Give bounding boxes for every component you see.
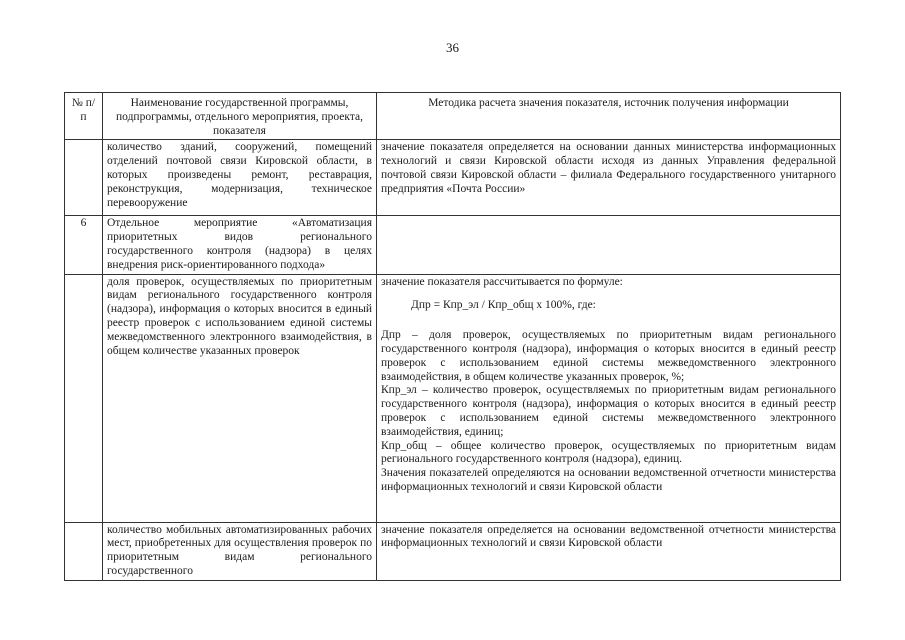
row-number: 6 xyxy=(65,216,103,274)
table-row xyxy=(65,522,841,580)
definition-dpr: Дпр – доля проверок, осуществляемых по приоритетным видам регионального государственного контроля (надзора), информация о которых вносится в единый реестр проверок с использованием единой системы межведомственного электронного взаимодействия, в общем количестве указанных проверок, %; xyxy=(381,329,836,383)
data-source-note: Значения показателей определяются на основании ведомственной отчетности министерства информационных технологий и связи Кировской области xyxy=(381,467,836,493)
formula: Дпр = Кпр_эл / Кпр_общ х 100%, где: xyxy=(411,299,596,312)
definition-kpr-obsh: Кпр_общ – общее количество проверок, осуществляемых по приоритетным видам регионального государственного контроля (надзора), единиц. xyxy=(381,439,836,466)
table-row xyxy=(65,274,841,522)
header-number: № п/п xyxy=(65,93,103,140)
row-name: доля проверок, осуществляемых по приоритетным видам регионального государственного контроля (надзора), информация о которых вносится в единый реестр проверок с использованием единой системы межведомственного электронного взаимодействия, в общем количестве указанных проверок xyxy=(103,274,377,522)
row-method xyxy=(377,216,841,274)
row-method: значение показателя определяется на основании данных министерства информационных технологий и связи Кировской области исходя из данных Управления федеральной почтовой связи Кировской области – филиала Федерального государственного унитарного предприятия «Почта России» xyxy=(377,140,841,216)
table-header-row xyxy=(65,93,841,140)
row-name: количество мобильных автоматизированных рабочих мест, приобретенных для осуществления проверок по приоритетным видам регионального государственного xyxy=(103,522,377,580)
table-row xyxy=(65,216,841,274)
page-number: 36 xyxy=(446,40,459,55)
row-number xyxy=(65,522,103,580)
row-method xyxy=(377,274,841,522)
row-method: значение показателя определяется на основании ведомственной отчетности министерства информационных технологий и связи Кировской области xyxy=(377,522,841,580)
header-method: Методика расчета значения показателя, источник получения информации xyxy=(377,93,841,140)
row-name: Отдельное мероприятие «Автоматизация приоритетных видов регионального государственного контроля (надзора) в целях внедрения риск-ориентированного подхода» xyxy=(103,216,377,274)
formula-intro: значение показателя рассчитывается по формуле: xyxy=(381,275,623,288)
row-number xyxy=(65,140,103,216)
row-name: количество зданий, сооружений, помещений отделений почтовой связи Кировской области, в которых произведены ремонт, реставрация, реконструкция, модернизация, техническое перевооружение xyxy=(103,140,377,216)
header-name: Наименование государственной программы, подпрограммы, отдельного мероприятия, проекта, показателя xyxy=(103,93,377,140)
indicator-table xyxy=(64,92,841,581)
row-number xyxy=(65,274,103,522)
definition-kpr-el: Кпр_эл – количество проверок, осуществляемых по приоритетным видам регионального государственного контроля (надзора), информация о которых вносится в единый реестр проверок с использованием единой системы межведомственного электронного взаимодействия, единиц; xyxy=(381,384,836,438)
table-row xyxy=(65,140,841,216)
